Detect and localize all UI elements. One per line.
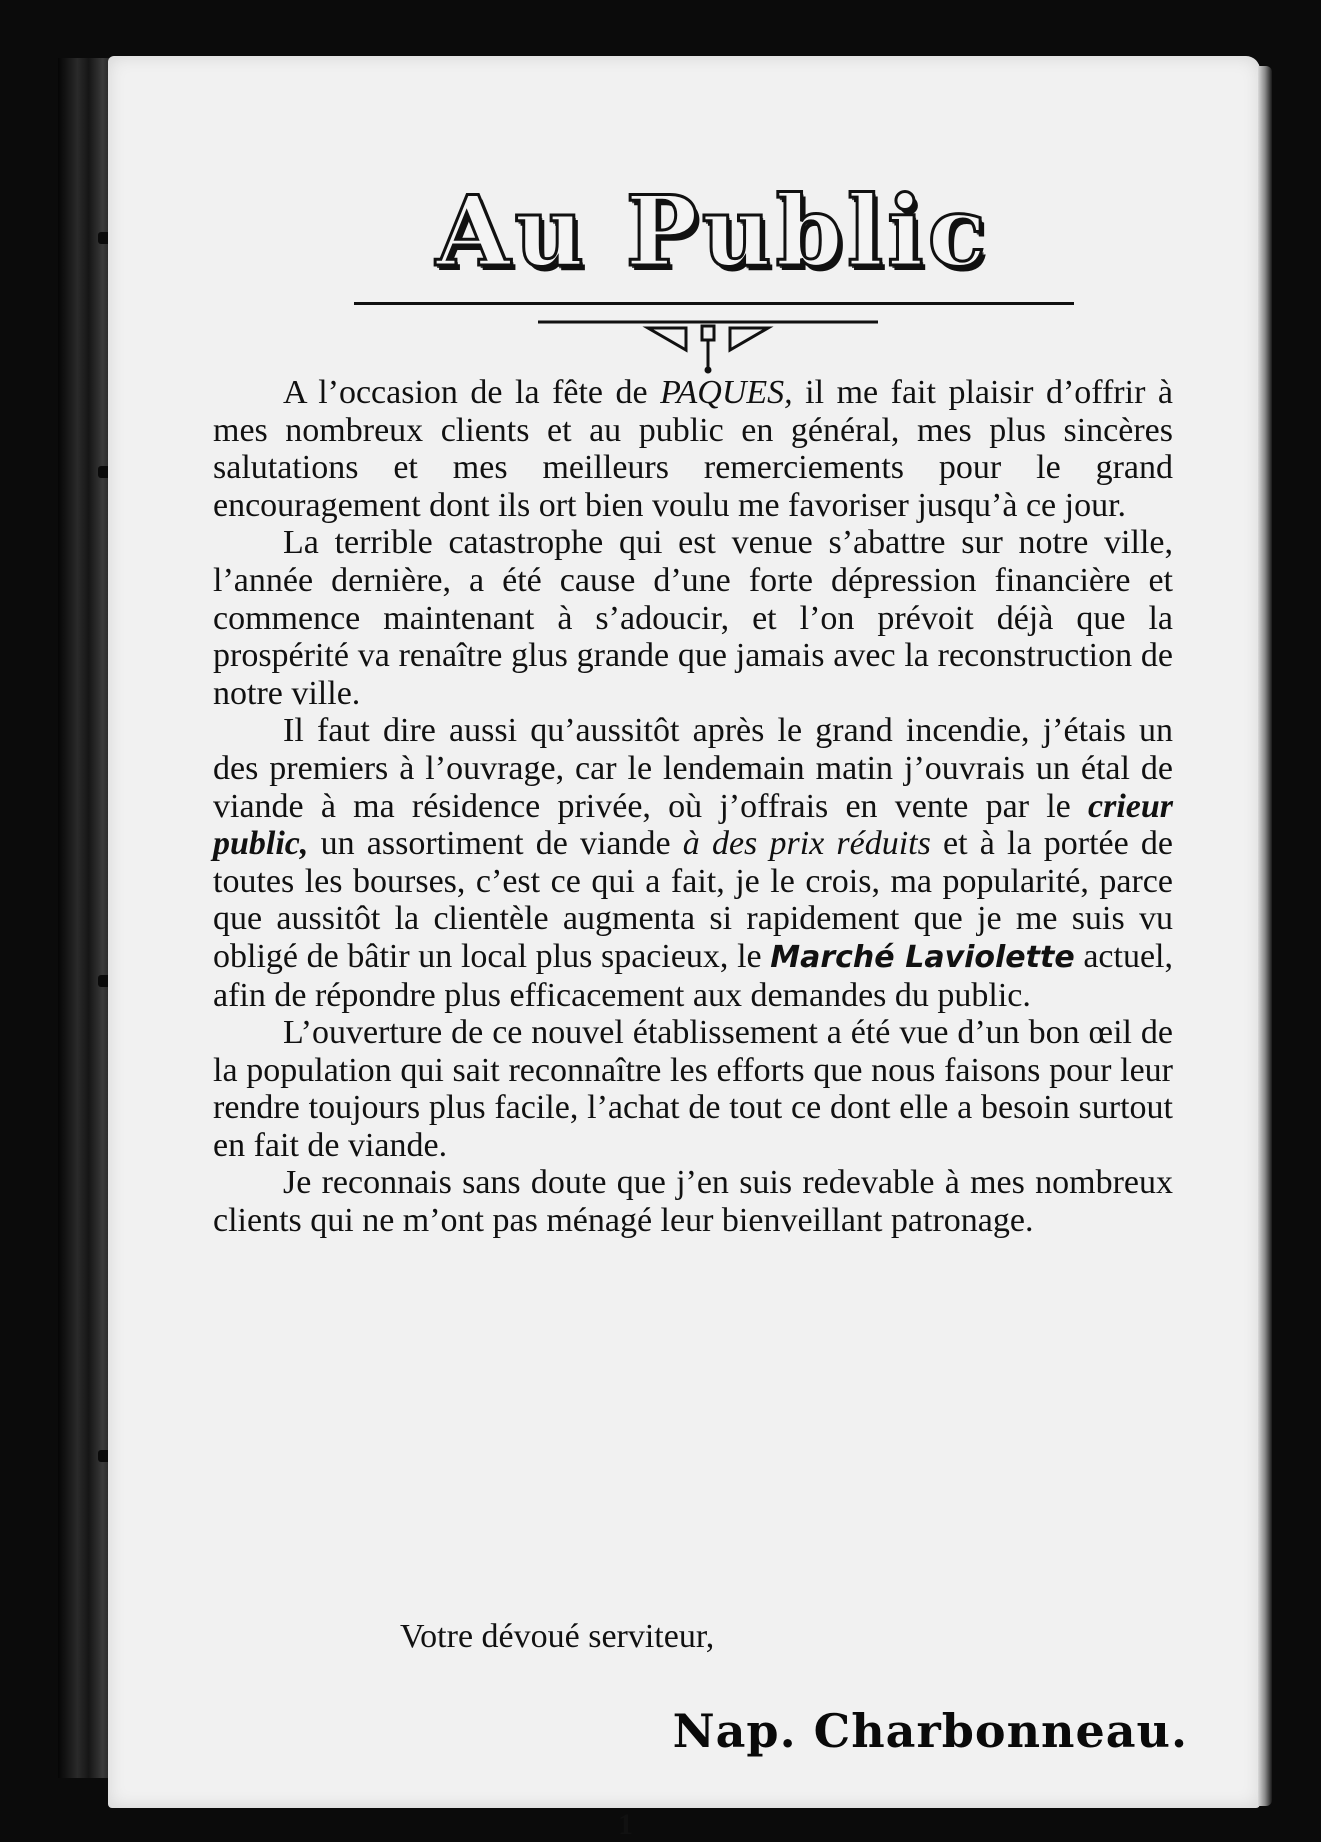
paragraph xyxy=(213,712,1173,1014)
text-run: Je reconnais sans doute que j’en suis redevable à mes nombreux clients qui ne m’ont pas ménagé leur bienveillant patronage. xyxy=(213,1164,1173,1240)
text-run: crieur public, xyxy=(213,787,1173,863)
text-run: Il faut dire aussi qu’aussitôt après le grand incendie, j’étais un des premiers à l’ouvrage, car le lendemain matin j’ouvrais un étal de viande à ma résidence privée, où j’offrais en vente par le xyxy=(213,712,1173,825)
text-run: Marché Laviolette xyxy=(770,939,1075,975)
title-underline xyxy=(354,302,1074,305)
decorative-ornament xyxy=(538,306,878,376)
book-binding xyxy=(58,58,114,1778)
text-run: A l’occasion de la fête de xyxy=(283,374,661,411)
text-run: La terrible catastrophe qui est venue s’abattre sur notre ville, l’année dernière, a été cause d’une forte dépression financière et commence maintenant à s’adoucir, et l’on prévoit déjà que la prospérité va renaître glus grande que jamais avec la reconstruction de notre ville. xyxy=(213,524,1173,712)
page-title: Au Public xyxy=(435,175,991,288)
text-run: et à la portée de toutes les bourses, c’est ce qui a fait, je le crois, ma popularité, parce que aussitôt la clientèle augmenta si rapidement que je me suis vu obligé de bâtir un local plus spacieux, le xyxy=(213,825,1173,975)
text-run: il me fait plaisir d’offrir à mes nombreux clients et au public en général, mes plus sincères salutations et mes meilleurs remerciements pour le grand encouragement dont ils ort bien voulu me favoriser jusqu’à ce jour. xyxy=(213,374,1173,524)
document-page xyxy=(108,56,1260,1841)
text-run: PAQUES, xyxy=(660,374,793,411)
text-run: L’ouverture de ce nouvel établissement a été vue d’un bon œil de la population qui sait reconnaître les efforts que nous faisons pour leur rendre toujours plus facile, l’achat de tout ce dont elle a besoin surtout en fait de viande. xyxy=(213,1014,1173,1164)
closing-line: Votre dévoué serviteur, xyxy=(400,1618,715,1655)
body-text xyxy=(213,374,1173,1240)
text-run: à des prix réduits xyxy=(682,825,931,863)
text-run: actuel, afin de répondre plus efficacement aux demandes du public. xyxy=(213,937,1173,1014)
paragraph xyxy=(213,1164,1173,1239)
paragraph xyxy=(213,524,1173,712)
page-number: 1 xyxy=(618,1808,633,1841)
signature: Nap. Charbonneau. xyxy=(672,1704,1188,1758)
paragraph xyxy=(213,374,1173,524)
page-edge xyxy=(1258,66,1272,1806)
text-run: un assortiment de viande xyxy=(308,825,683,863)
paragraph xyxy=(213,1014,1173,1164)
